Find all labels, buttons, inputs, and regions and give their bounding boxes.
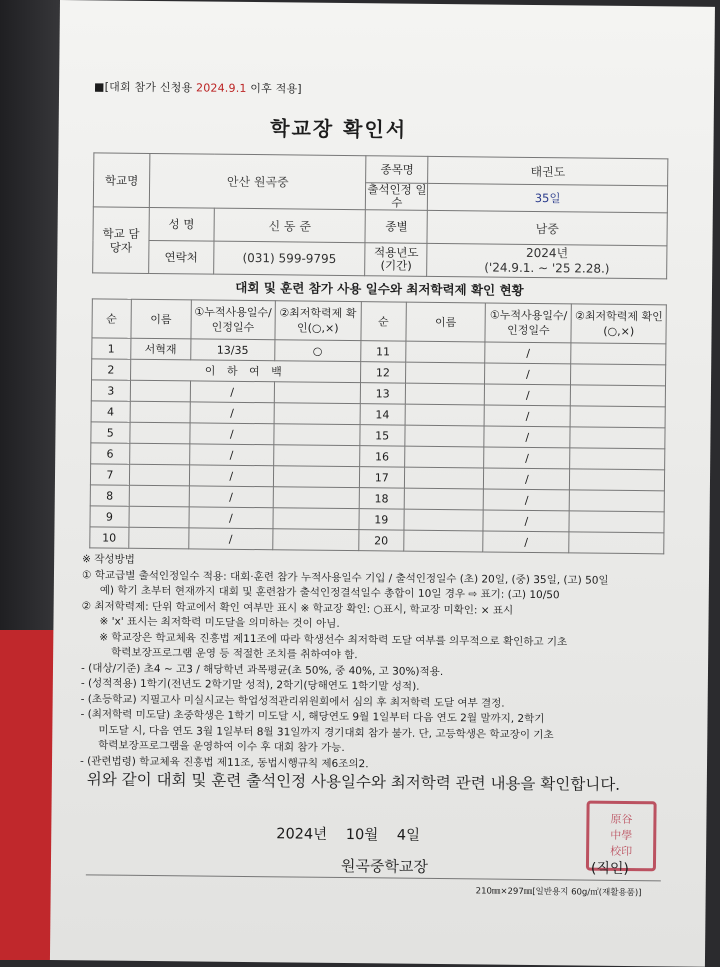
year-cell <box>427 243 667 279</box>
name-value: 신 동 준 <box>214 208 366 243</box>
row-name <box>405 362 485 384</box>
note-line: - (관련법령) 학교체육 진흥법 제11조, 동법시행규칙 제6조의2. <box>79 754 369 770</box>
col-name: 이름 <box>131 299 192 339</box>
seal-label: (직인) <box>590 860 629 878</box>
row-days: / <box>190 402 274 424</box>
document-sheet <box>50 0 715 967</box>
row-days: 13/35 <box>191 339 275 361</box>
note-line: 학력보장프로그램 운영 등 적절한 조치를 취하여야 함. <box>111 646 358 662</box>
row-min <box>569 511 664 533</box>
school-label: 학교명 <box>93 153 149 208</box>
note-line: 학력보장프로그램을 운영하여 이수 후 대회 참가 가능. <box>98 739 345 755</box>
notes-section <box>80 552 682 775</box>
note-line: - (대상/기준) 초4 ~ 고3 / 해당학년 과목평균(초 50%, 중 40%, 고 30%)적용. <box>80 661 444 678</box>
row-days: / <box>484 405 570 427</box>
row-no: 5 <box>91 422 130 443</box>
row-no: 3 <box>91 380 130 401</box>
row-no: 19 <box>359 509 404 530</box>
row-no: 14 <box>360 404 405 425</box>
header-note-date: 2024.9.1 <box>195 81 247 95</box>
confirm-text: 위와 같이 대회 및 훈련 출석인정 사용일수와 최저학력 관련 내용을 확인합니다. <box>86 770 621 794</box>
row-days: / <box>190 423 274 445</box>
row-no: 20 <box>358 530 403 551</box>
period-value: ('24.9.1. ~ '25 2.28.) <box>484 260 610 276</box>
header-note-suffix: 이후 적용] <box>246 81 302 96</box>
note-line: ※ 학교장은 학교체육 진흥법 제11조에 따라 학생선수 최저학력 도달 여부를 의무적으로 확인하고 기초 <box>99 630 568 648</box>
col-days: ①누적사용일수/인정일수 <box>191 300 275 340</box>
row-name <box>129 443 189 465</box>
row-no: 16 <box>359 446 404 467</box>
row-min <box>272 529 358 551</box>
row-no: 7 <box>90 464 129 485</box>
row-min <box>274 382 360 404</box>
row-name <box>406 341 486 363</box>
col-no: 순 <box>92 299 131 338</box>
row-no: 6 <box>91 443 130 464</box>
name-label: 성 명 <box>149 207 214 241</box>
col-no-2: 순 <box>361 302 407 341</box>
row-days: / <box>484 468 570 490</box>
row-min <box>570 469 665 491</box>
row-days: / <box>189 528 273 550</box>
row-name <box>405 404 485 426</box>
row-name <box>130 422 190 444</box>
note-line: ② 최저학력제: 단위 학교에서 확인 여부만 표시 ※ 학교장 확인: ○표시, 학교장 미확인: × 표시 <box>81 599 514 617</box>
row-no: 10 <box>90 527 129 548</box>
sport-label: 종목명 <box>366 156 428 184</box>
row-days: / <box>484 447 570 469</box>
row-min: ○ <box>274 340 360 362</box>
row-days: / <box>483 510 569 532</box>
row-min <box>273 466 359 488</box>
row-name <box>405 425 485 447</box>
row-no: 9 <box>90 506 129 527</box>
note-line: ① 학교급별 출석인정일수 적용: 대회·훈련 참가 누적사용일수 기입 / 출석인정일수 (초) 20일, (중) 35일, (고) 50일 <box>81 568 609 587</box>
row-no: 17 <box>359 467 404 488</box>
row-no: 1 <box>92 338 131 359</box>
col-min: ②최저학력제 확인(○,×) <box>275 301 361 341</box>
row-name <box>130 380 190 402</box>
row-name <box>130 401 190 423</box>
row-days: / <box>484 426 570 448</box>
attend-label: 출석인정 일수 <box>367 182 427 210</box>
row-name <box>404 530 484 552</box>
row-min <box>570 490 665 512</box>
usage-table <box>89 298 667 554</box>
blank-note: 이 하 여 백 <box>130 359 360 382</box>
row-name: 서혁재 <box>130 338 190 360</box>
note-line: 예) 학기 초부터 현재까지 대회 및 훈련참가 출석인정결석일수 총합이 10일 경우 ⇨ 표기: (고) 10/50 <box>99 584 560 602</box>
section-title: 대회 및 훈련 참가 사용 일수와 최저학력제 확인 현황 <box>235 279 524 298</box>
row-name <box>404 488 484 510</box>
row-days: / <box>190 381 274 403</box>
row-min <box>273 445 359 467</box>
row-min <box>570 427 665 449</box>
row-min <box>569 532 664 554</box>
row-name <box>129 485 189 507</box>
row-no: 15 <box>360 425 405 446</box>
paper-size-note: 210㎜×297㎜[일반용지 60g/㎡(재활용품)] <box>475 886 642 899</box>
col-name-2: 이름 <box>406 302 486 342</box>
row-name <box>405 383 485 405</box>
note-line: - (성적적용) 1학기(전년도 2학기말 성적), 2학기(당해연도 1학기말 성적). <box>80 677 420 693</box>
row-days: / <box>485 384 571 406</box>
row-days: / <box>484 489 570 511</box>
row-name <box>129 464 189 486</box>
row-name <box>404 446 484 468</box>
row-min <box>570 406 665 428</box>
header-note-prefix: ■[대회 참가 신청용 <box>94 80 197 95</box>
date-line: 2024년 10월 4일 <box>276 826 421 844</box>
category-value: 남중 <box>427 210 667 246</box>
note-line: - (초등학교) 지필고사 미실시교는 학업성적관리위원회에서 심의 후 최저학력 도달 여부 결정. <box>80 692 505 710</box>
row-days: / <box>483 531 569 553</box>
row-min <box>570 448 665 470</box>
category-label: 종별 <box>365 210 427 244</box>
contact-value: (031) 599-9795 <box>213 241 365 276</box>
row-min <box>571 343 666 365</box>
row-days: / <box>189 465 273 487</box>
row-min <box>273 487 359 509</box>
row-name <box>404 509 484 531</box>
staff-label: 학교 담당자 <box>93 207 150 274</box>
school-signature: 원곡중학교장 <box>340 856 428 876</box>
row-no: 2 <box>92 359 131 380</box>
note-line: ※ 'x' 표시는 최저학력 미도달을 의미하는 것이 아님. <box>99 615 340 630</box>
note-heading: ※ 작성방법 <box>82 553 135 566</box>
contact-label: 연락처 <box>149 240 214 274</box>
attend-value: 35일 <box>428 183 668 213</box>
row-min <box>571 364 666 386</box>
row-name <box>129 506 189 528</box>
row-no: 18 <box>359 488 404 509</box>
row-name <box>404 467 484 489</box>
year-label: 적용년도 (기간) <box>365 243 427 277</box>
row-days: / <box>189 507 273 529</box>
row-min <box>274 424 360 446</box>
row-days: / <box>485 342 571 364</box>
col-days-2: ①누적사용일수/인정일수 <box>485 303 571 343</box>
note-line: - (최저학력 미도달) 초중학생은 1학기 미도달 시, 해당연도 9월 1일부터 다음 연도 2월 말까지, 2학기 <box>80 708 545 726</box>
row-days: / <box>485 363 571 385</box>
note-line: 미도달 시, 다음 연도 3월 1일부터 8월 31일까지 경기대회 참가 불가. 단, 고등학생은 학교장이 기초 <box>98 723 554 741</box>
document-title: 학교장 확인서 <box>270 116 408 142</box>
official-seal-icon: 原谷 中學 校印 <box>586 801 657 872</box>
info-table <box>92 152 668 279</box>
row-min <box>571 385 666 407</box>
row-no: 12 <box>360 362 405 383</box>
year-value: 2024년 <box>525 245 569 261</box>
row-no: 13 <box>360 383 405 404</box>
row-min <box>274 403 360 425</box>
row-min <box>273 508 359 530</box>
header-note <box>94 78 302 96</box>
school-value: 안산 원곡중 <box>149 153 366 209</box>
row-no: 4 <box>91 401 130 422</box>
row-days: / <box>190 444 274 466</box>
row-days: / <box>189 486 273 508</box>
row-no: 8 <box>90 485 129 506</box>
col-min-2: ②최저학력제 확인(○,×) <box>571 304 666 344</box>
row-name <box>128 527 188 549</box>
row-no: 11 <box>360 341 405 362</box>
sport-value: 태권도 <box>428 156 668 186</box>
